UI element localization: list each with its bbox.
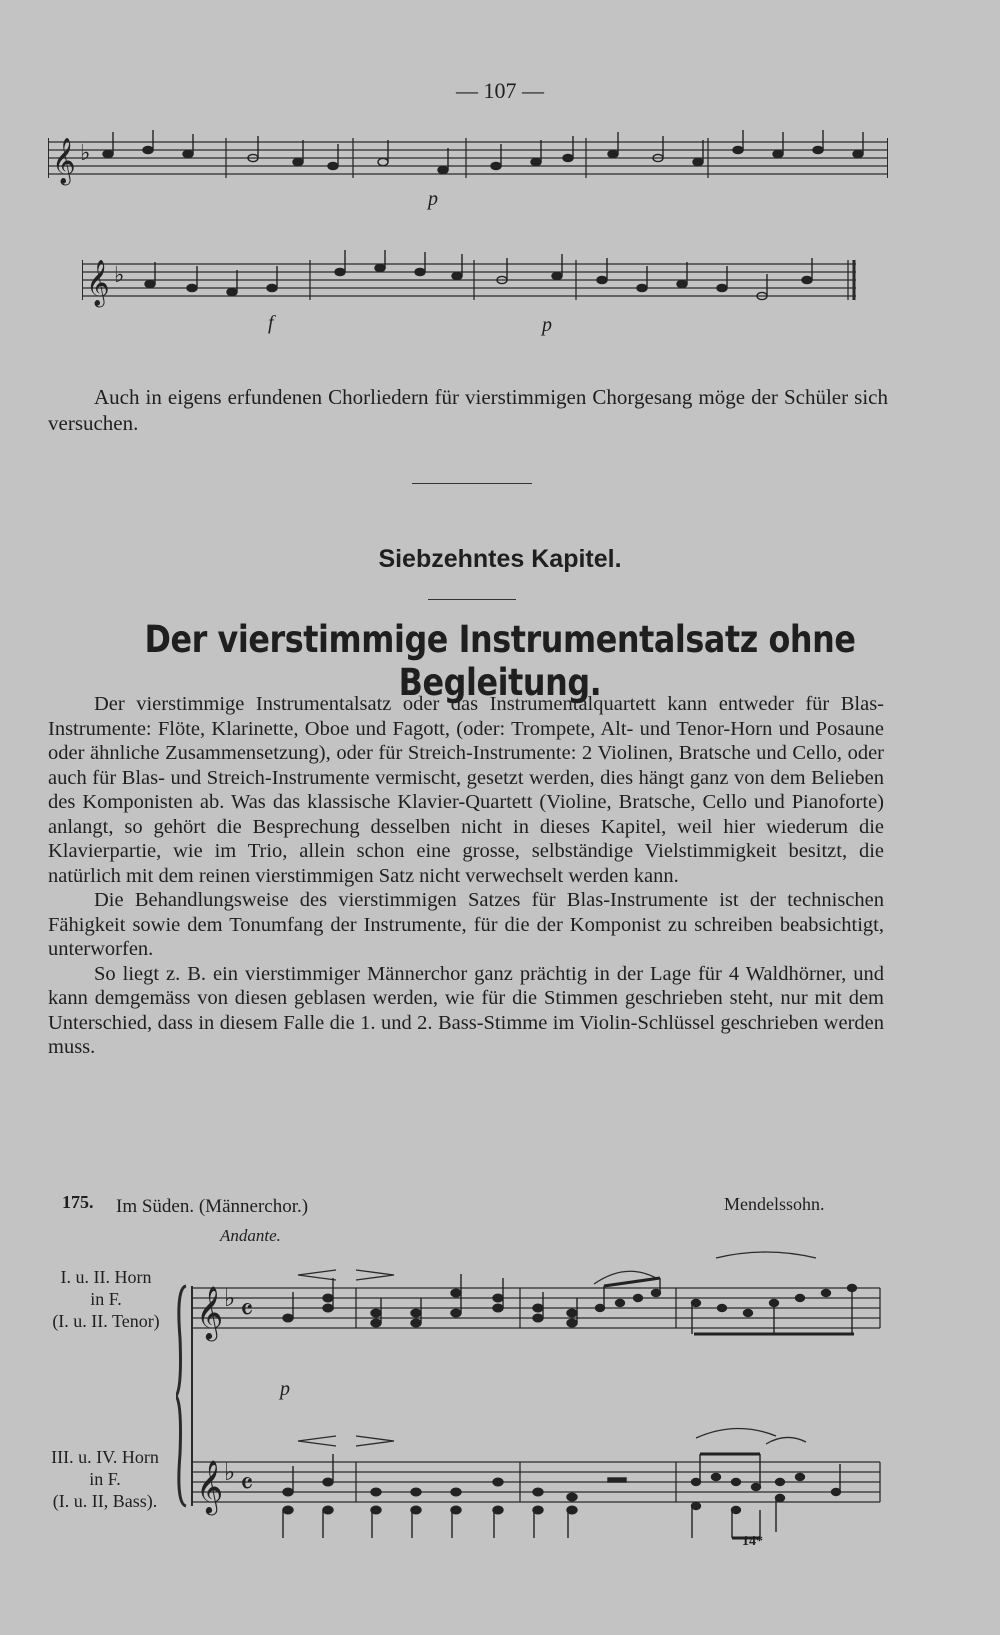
body-text [48,692,884,1060]
example-title: Im Süden. (Männerchor.) [116,1196,309,1217]
dynamic-marking: p [280,1378,290,1400]
chapter-heading: Der vierstimmige Instrumentalsatz ohne Begleitung. [144,618,856,704]
svg-text:♭: ♭ [224,1458,236,1486]
page-number: — 107 — [456,78,544,103]
music-staff-line-2 [82,250,856,310]
intro-paragraph [48,384,888,436]
example-number: 175. [62,1192,94,1212]
music-staff-line-1 [48,128,888,188]
signature-mark: 14* [742,1534,763,1549]
svg-text:𝄴: 𝄴 [240,1293,254,1328]
lower-staff-label: III. u. IV. Horn in F. (I. u. II, Bass). [51,1447,159,1511]
example-composer: Mendelssohn. [724,1194,825,1214]
divider [412,483,532,484]
treble-clef-icon: 𝄞 [196,1285,224,1339]
treble-clef-icon: 𝄞 [52,138,76,184]
divider [428,599,516,600]
paragraph: Der vierstimmige Instrumentalsatz oder das Instrumentalquartett kann entweder für Blas-Instrumente: Flöte, Klarinette, Oboe und Fagott, (oder: Trompete, Alt- und Tenor-Horn und Posaune oder ähnliche Zusammensetzung), oder für Streich-Instrumente: 2 Violinen, Bratsche und Cello, oder auch für Blas- und Streich-Instrumente vermischt, gesetzt werden, dies hängt ganz von dem Belieben des Komponisten ab. Was das klassische Klavier-Quartett (Violine, Bratsche, Cello und Pianoforte) anlangt, so gehört die Besprechung desselben nicht in dieses Kapitel, weil hier wiederum die Klavierpartie, wie im Trio, allein schon eine grosse, selbständige Vielstimmigkeit besitzt, die natürlich mit dem reinen vierstimmigen Satz nicht verwechselt werden kann. [48,693,884,887]
treble-clef-icon: 𝄞 [196,1459,224,1513]
dynamic-marking: p [542,314,552,336]
chapter-label: Siebzehntes Kapitel. [378,545,622,573]
intro-text: Auch in eigens erfundenen Chorliedern für vierstimmigen Chorgesang möge der Schüler sich versuchen. [48,385,888,435]
svg-text:𝄴: 𝄴 [240,1467,254,1502]
upper-staff-label: I. u. II. Horn in F. (I. u. II. Tenor) [52,1267,160,1331]
dynamic-marking: f [268,312,274,334]
paragraph: Die Behandlungsweise des vierstimmigen Satzes für Blas-Instrumente ist der technischen Fähigkeit sowie dem Tonumfang der Instrumente, für die der Komponist zu schreiben beabsichtigt, unterworfen. [48,889,884,960]
treble-clef-icon: 𝄞 [86,260,110,306]
dynamic-marking: p [428,188,438,210]
svg-text:♭: ♭ [80,141,91,166]
svg-text:♭: ♭ [114,263,125,288]
svg-text:♭: ♭ [224,1284,236,1312]
paragraph: So liegt z. B. ein vierstimmiger Männerchor ganz prächtig in der Lage für 4 Waldhörner, und kann demgemäss von diesen geblasen werden, wie für die Stimmen geschrieben steht, nur mit dem Unterschied, dass in diesem Falle die 1. und 2. Bass-Stimme im Violin-Schlüssel geschrieben werden muss. [48,962,884,1058]
tempo-marking: Andante. [220,1226,281,1245]
